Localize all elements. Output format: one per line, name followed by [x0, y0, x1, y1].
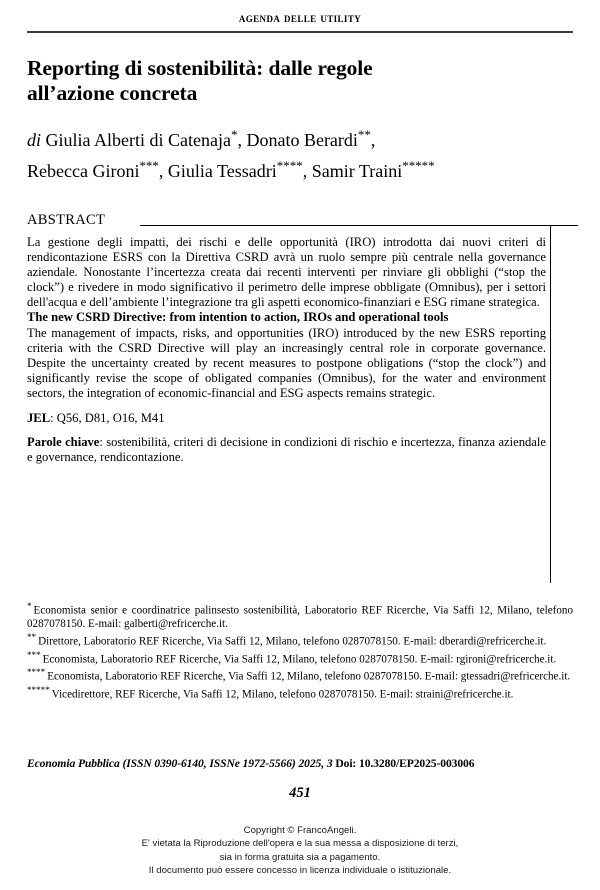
footnote-mark: **	[27, 631, 37, 642]
jel-values: : Q56, D81, O16, M41	[50, 411, 165, 426]
author-mark-3: ***	[139, 158, 159, 173]
author-traini: , Samir Traini	[302, 161, 403, 181]
keywords-line	[27, 435, 546, 465]
header-divider-rule	[27, 31, 573, 33]
abstract-right-rule	[550, 225, 551, 583]
author-catenaja: Giulia Alberti di Catenaja	[41, 130, 231, 150]
journal-citation: Economia Pubblica (ISSN 0390-6140, ISSNe 1972-5566) 2025, 3	[27, 757, 333, 770]
footnote-item	[27, 666, 573, 684]
footnote-item	[27, 631, 573, 649]
footnote-item	[27, 600, 573, 631]
copyright-line-4: Il documento può essere concesso in licenza individuale o istituzionale.	[148, 865, 452, 877]
abstract-body	[27, 235, 546, 465]
keywords-label: Parole chiave	[27, 435, 100, 450]
keywords-values: : sostenibilità, criteri di decisione in condizioni di rischio e incertezza, finanza aziendale e governance, rendicontazione.	[27, 435, 546, 465]
copyright-block	[0, 824, 600, 878]
footnote-text: Vicedirettore, REF Ricerche, Via Saffi 12, Milano, telefono 0287078150. E-mail: straini@refricerche.it.	[51, 688, 514, 701]
author-byline	[27, 122, 573, 184]
footnote-mark: *	[27, 601, 32, 611]
footnote-item	[27, 649, 573, 667]
abstract-header	[27, 212, 578, 232]
footnote-text: Economista, Laboratorio REF Ricerche, Via Saffi 12, Milano, telefono 0287078150. E-mail: rgironi@refricerche.it.	[42, 653, 557, 666]
author-mark-5: *****	[402, 158, 435, 173]
article-title	[27, 56, 527, 106]
abstract-italian-text: La gestione degli impatti, dei rischi e delle opportunità (IRO) introdotta dai nuovi criteri di rendicontazione ESRS con la Direttiva CSRD avrà un ruolo sempre più centrale nella governance aziendale. Nonostante l’incertezza creata dai recenti interventi per rinviare gli obblighi (“stop the clock”) e rivedere in modo significativo il perimetro delle imprese obbligate (Omnibus), per i settori dell'acqua e dell’ambiente l’integrazione tra gli aspetti economico-finanziari e ESG rimane strategica.	[27, 235, 546, 310]
byline-prefix: di	[27, 130, 42, 150]
author-mark-2: **	[357, 127, 371, 142]
article-title-line-2: all’azione concreta	[27, 81, 198, 105]
author-gironi: Rebecca Gironi	[27, 161, 140, 181]
author-berardi: , Donato Berardi	[237, 130, 358, 150]
article-title-line-1: Reporting di sostenibilità: dalle regole	[27, 56, 373, 80]
footnote-mark: *****	[27, 685, 50, 696]
journal-doi: Doi: 10.3280/EP2025-003006	[332, 757, 475, 770]
copyright-line-2: E' vietata la Riproduzione dell'opera e la sua messa a disposizione di terzi,	[141, 838, 459, 850]
footnote-item	[27, 684, 573, 702]
footnote-text: Economista senior e coordinatrice palinsesto sostenibilità, Laboratorio REF Ricerche, Via Saffi 12, Milano, telefono 0287078150. E-mail: galberti@refricerche.it.	[27, 604, 573, 630]
footnote-text: Direttore, Laboratorio REF Ricerche, Via Saffi 12, Milano, telefono 0287078150. E-mail: dberardi@refricerche.it.	[38, 635, 547, 648]
copyright-line-3: sia in forma gratuita sia a pagamento.	[219, 851, 381, 863]
page-number: 451	[289, 785, 311, 801]
footnote-text: Economista, Laboratorio REF Ricerche, Via Saffi 12, Milano, telefono 0287078150. E-mail: gtessadri@refricerche.it.	[47, 671, 571, 684]
abstract-english-text: The management of impacts, risks, and opportunities (IRO) introduced by the new ESRS reporting criteria with the CSRD Directive will play an increasingly central role in corporate governance. Despite the uncertainty created by recent measures to postpone obligations (“stop the clock”) and significantly revise the scope of obligated companies (Omnibus), for the water and environment sectors, the integration of economic-financial and ESG aspects remains strategic.	[27, 325, 546, 400]
author-mark-4: ****	[276, 158, 303, 173]
author-tessadri: , Giulia Tessadri	[158, 161, 277, 181]
abstract-english-title: The new CSRD Directive: from intention to action, IROs and operational tools	[27, 310, 449, 325]
footnotes-block	[27, 600, 573, 702]
author-mark-1: *	[230, 127, 238, 142]
copyright-line-1: Copyright © FrancoAngeli.	[243, 825, 357, 836]
abstract-top-rule	[140, 225, 578, 226]
abstract-label: ABSTRACT	[27, 212, 106, 228]
jel-codes-line	[27, 411, 546, 426]
journal-citation-line	[27, 757, 573, 770]
jel-label: JEL	[27, 411, 51, 426]
running-head: agenda delle utility	[238, 10, 362, 25]
footnote-mark: ****	[27, 667, 46, 678]
byline-line1-end: ,	[370, 130, 376, 150]
footnote-mark: ***	[27, 649, 41, 660]
